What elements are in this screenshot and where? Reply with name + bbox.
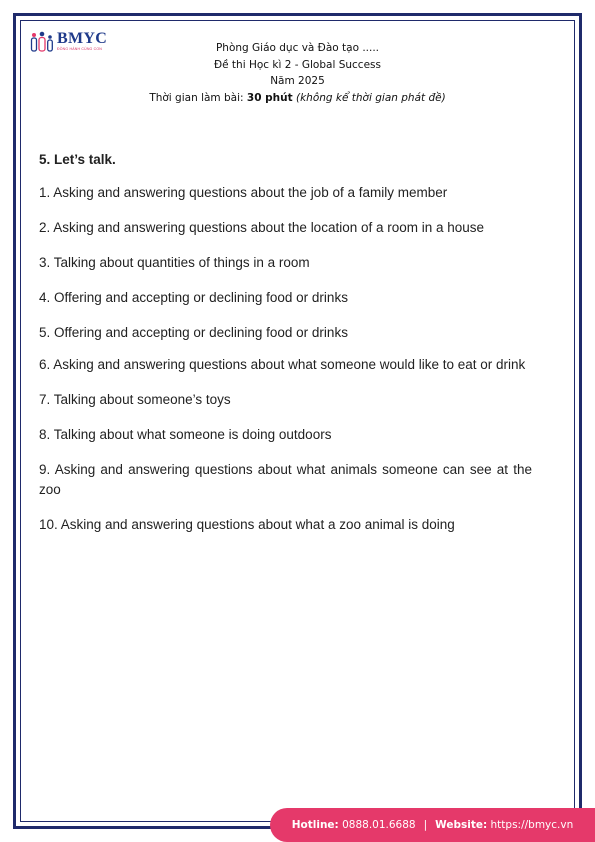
header-time [100, 90, 495, 107]
header-exam-title: Đề thi Học kì 2 - Global Success [214, 58, 381, 71]
family-logo-icon [30, 30, 54, 52]
list-item: 3. Talking about quantities of things in a room [39, 255, 310, 270]
list-item: 4. Offering and accepting or declining food or drinks [39, 290, 348, 305]
contact-footer [270, 808, 595, 842]
footer-separator: | [423, 819, 428, 831]
list-item: 7. Talking about someone’s toys [39, 392, 231, 407]
list-item: 1. Asking and answering questions about the job of a family member [39, 185, 448, 200]
header-year: Năm 2025 [270, 75, 325, 88]
logo-tagline: ĐỒNG HÀNH CÙNG CON [57, 46, 103, 51]
header-department: Phòng Giáo dục và Đào tạo ..... [215, 42, 380, 54]
list-item: 6. Asking and answering questions about what someone would like to eat or drink [39, 357, 526, 372]
list-item: 2. Asking and answering questions about the location of a room in a house [39, 220, 485, 235]
exam-header [100, 40, 495, 107]
logo-name: BMYC [57, 29, 108, 47]
list-item: 10. Asking and answering questions about what a zoo animal is doing [39, 517, 455, 532]
website-label: Website: [435, 819, 488, 831]
list-item: 9. Asking and answering questions about what animals someone can see at the zoo [39, 462, 532, 497]
time-value: 30 phút [246, 92, 293, 105]
hotline-number[interactable]: 0888.01.6688 [342, 819, 416, 831]
bmyc-logo [30, 28, 107, 54]
section-title: 5. Let’s talk. [39, 152, 116, 167]
website-link[interactable]: https://bmyc.vn [490, 819, 574, 831]
hotline-label: Hotline: [291, 819, 339, 831]
list-item: 8. Talking about what someone is doing outdoors [39, 427, 332, 442]
list-item: 5. Offering and accepting or declining food or drinks [39, 325, 348, 340]
time-note: (không kể thời gian phát đề) [292, 92, 446, 105]
section-content [39, 150, 532, 535]
time-label: Thời gian làm bài: [149, 92, 247, 105]
